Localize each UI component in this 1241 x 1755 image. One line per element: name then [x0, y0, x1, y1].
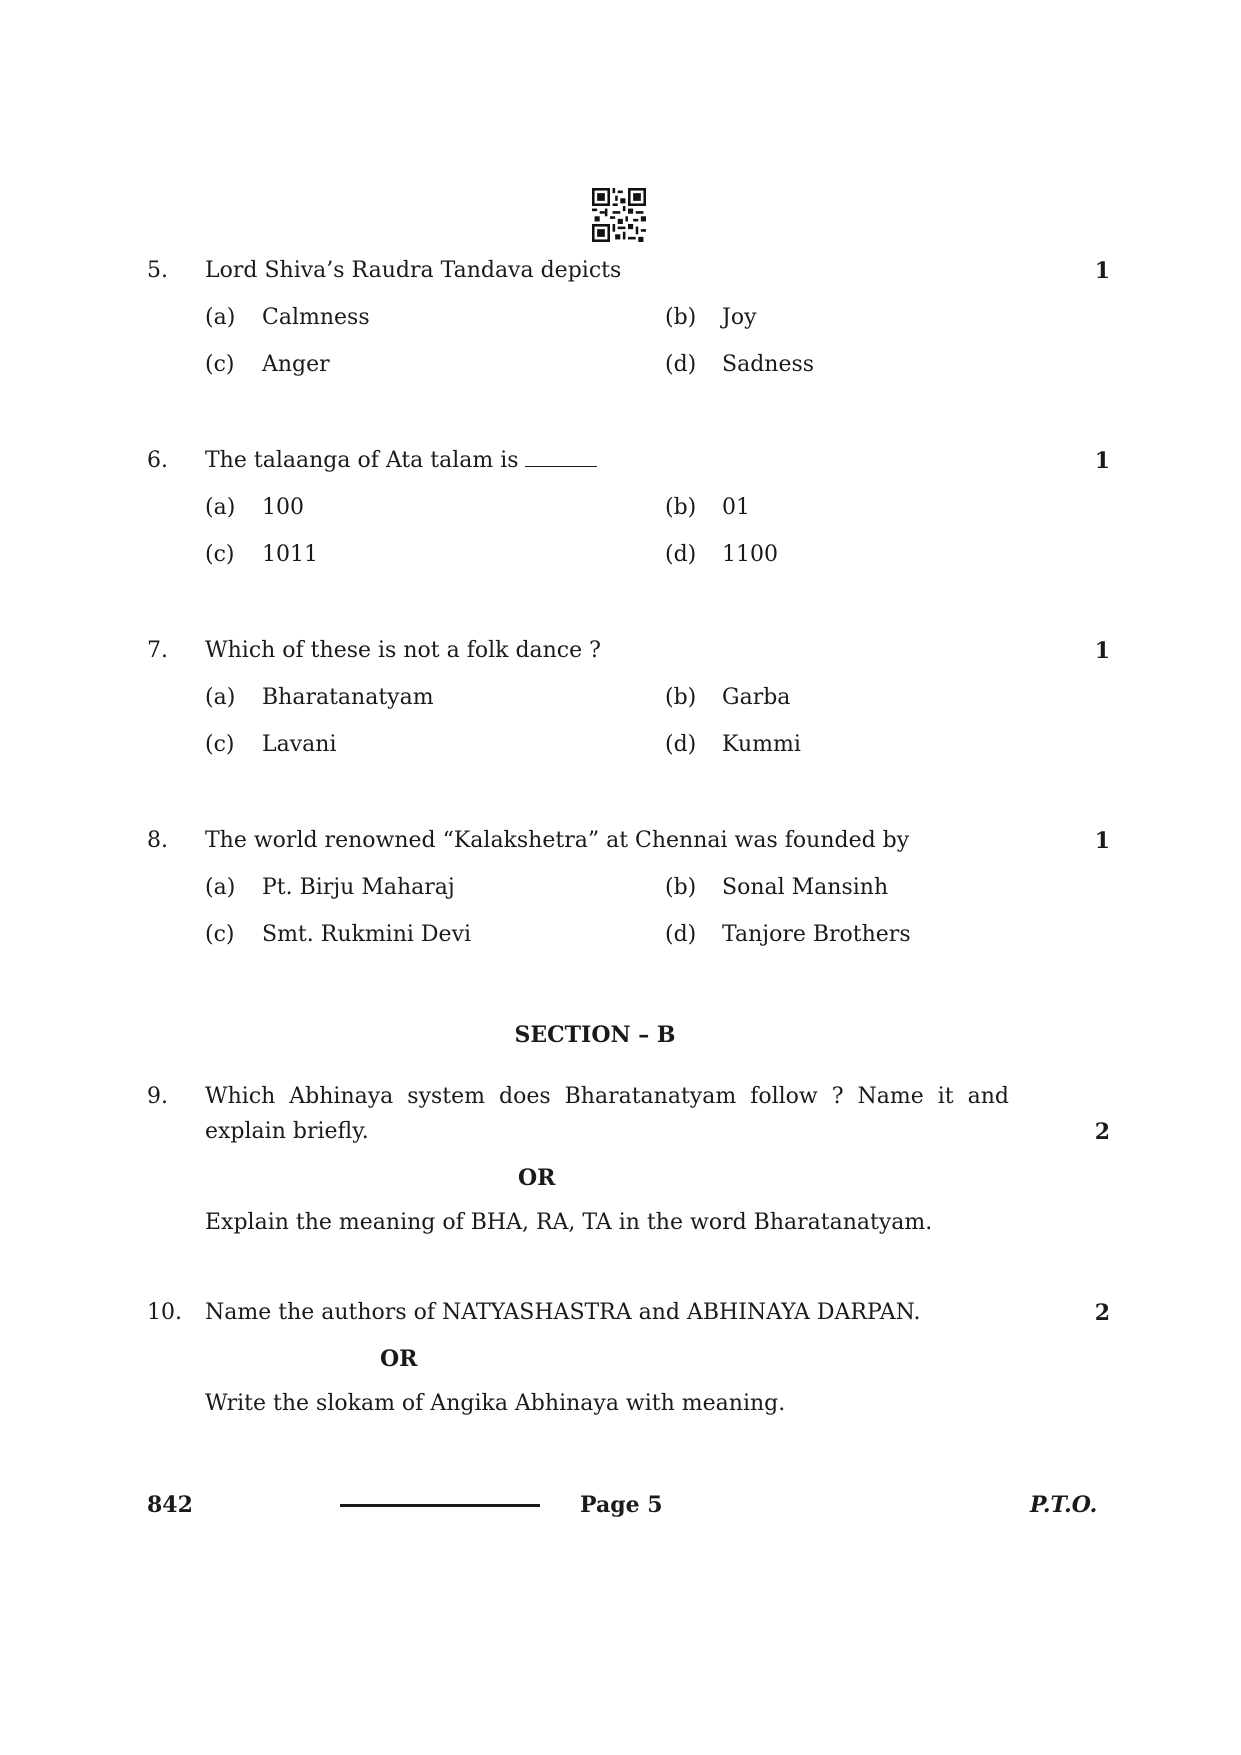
question-text-line-2: explain briefly.: [205, 1119, 369, 1144]
option-b-text: 01: [722, 495, 750, 520]
option-a-text: Bharatanatyam: [262, 685, 434, 710]
option-d-label: (d): [665, 922, 697, 947]
question-marks: 1: [1094, 828, 1110, 854]
question-text: Which of these is not a folk dance ?: [205, 638, 601, 663]
option-c-label: (c): [205, 542, 235, 567]
option-c-label: (c): [205, 732, 235, 757]
option-c-text: Smt. Rukmini Devi: [262, 922, 472, 947]
answer-blank: [525, 448, 597, 467]
option-a-label: (a): [205, 305, 236, 330]
page-number: Page 5: [580, 1492, 663, 1518]
option-d-text: 1100: [722, 542, 778, 567]
option-b-label: (b): [665, 305, 697, 330]
question-marks: 2: [1094, 1119, 1110, 1145]
question-text: The talaanga of Ata talam is: [205, 448, 519, 473]
question-number: 7.: [147, 638, 168, 663]
option-d-label: (d): [665, 732, 697, 757]
option-d-label: (d): [665, 542, 697, 567]
question-text: Name the authors of NATYASHASTRA and ABHINAYA DARPAN.: [205, 1300, 921, 1325]
option-c-text: Anger: [262, 352, 330, 377]
option-a-text: Calmness: [262, 305, 370, 330]
option-a-label: (a): [205, 495, 236, 520]
question-marks: 1: [1094, 638, 1110, 664]
option-b-label: (b): [665, 495, 697, 520]
qr-code-image: [592, 188, 646, 242]
question-text-wrapper: [205, 448, 597, 473]
footer-divider: [340, 1504, 540, 1507]
question-number: 5.: [147, 258, 168, 283]
option-d-text: Sadness: [722, 352, 815, 377]
or-label: OR: [518, 1165, 556, 1191]
or-label: OR: [380, 1346, 418, 1372]
option-b-text: Garba: [722, 685, 791, 710]
question-number: 6.: [147, 448, 168, 473]
option-a-text: 100: [262, 495, 304, 520]
option-b-text: Sonal Mansinh: [722, 875, 889, 900]
question-text: Lord Shiva’s Raudra Tandava depicts: [205, 258, 622, 283]
alternative-question-text: Write the slokam of Angika Abhinaya with meaning.: [205, 1391, 786, 1416]
option-c-text: 1011: [262, 542, 318, 567]
option-a-label: (a): [205, 685, 236, 710]
option-a-label: (a): [205, 875, 236, 900]
option-b-text: Joy: [722, 305, 757, 330]
section-heading: SECTION – B: [514, 1022, 676, 1048]
question-text: The world renowned “Kalakshetra” at Chennai was founded by: [205, 828, 910, 853]
question-number: 9.: [147, 1084, 168, 1109]
question-marks: 1: [1094, 258, 1110, 284]
alternative-question-text: Explain the meaning of BHA, RA, TA in the word Bharatanatyam.: [205, 1210, 933, 1235]
paper-code: 842: [147, 1492, 193, 1518]
option-d-text: Kummi: [722, 732, 801, 757]
question-number: 10.: [147, 1300, 182, 1325]
option-b-label: (b): [665, 685, 697, 710]
question-marks: 1: [1094, 448, 1110, 474]
option-d-label: (d): [665, 352, 697, 377]
option-a-text: Pt. Birju Maharaj: [262, 875, 455, 900]
option-c-label: (c): [205, 922, 235, 947]
option-c-text: Lavani: [262, 732, 337, 757]
option-c-label: (c): [205, 352, 235, 377]
question-number: 8.: [147, 828, 168, 853]
question-text-line-1: Which Abhinaya system does Bharatanatyam follow ? Name it and: [205, 1084, 1009, 1109]
question-marks: 2: [1094, 1300, 1110, 1326]
option-d-text: Tanjore Brothers: [722, 922, 911, 947]
please-turn-over: P.T.O.: [1030, 1492, 1098, 1518]
option-b-label: (b): [665, 875, 697, 900]
